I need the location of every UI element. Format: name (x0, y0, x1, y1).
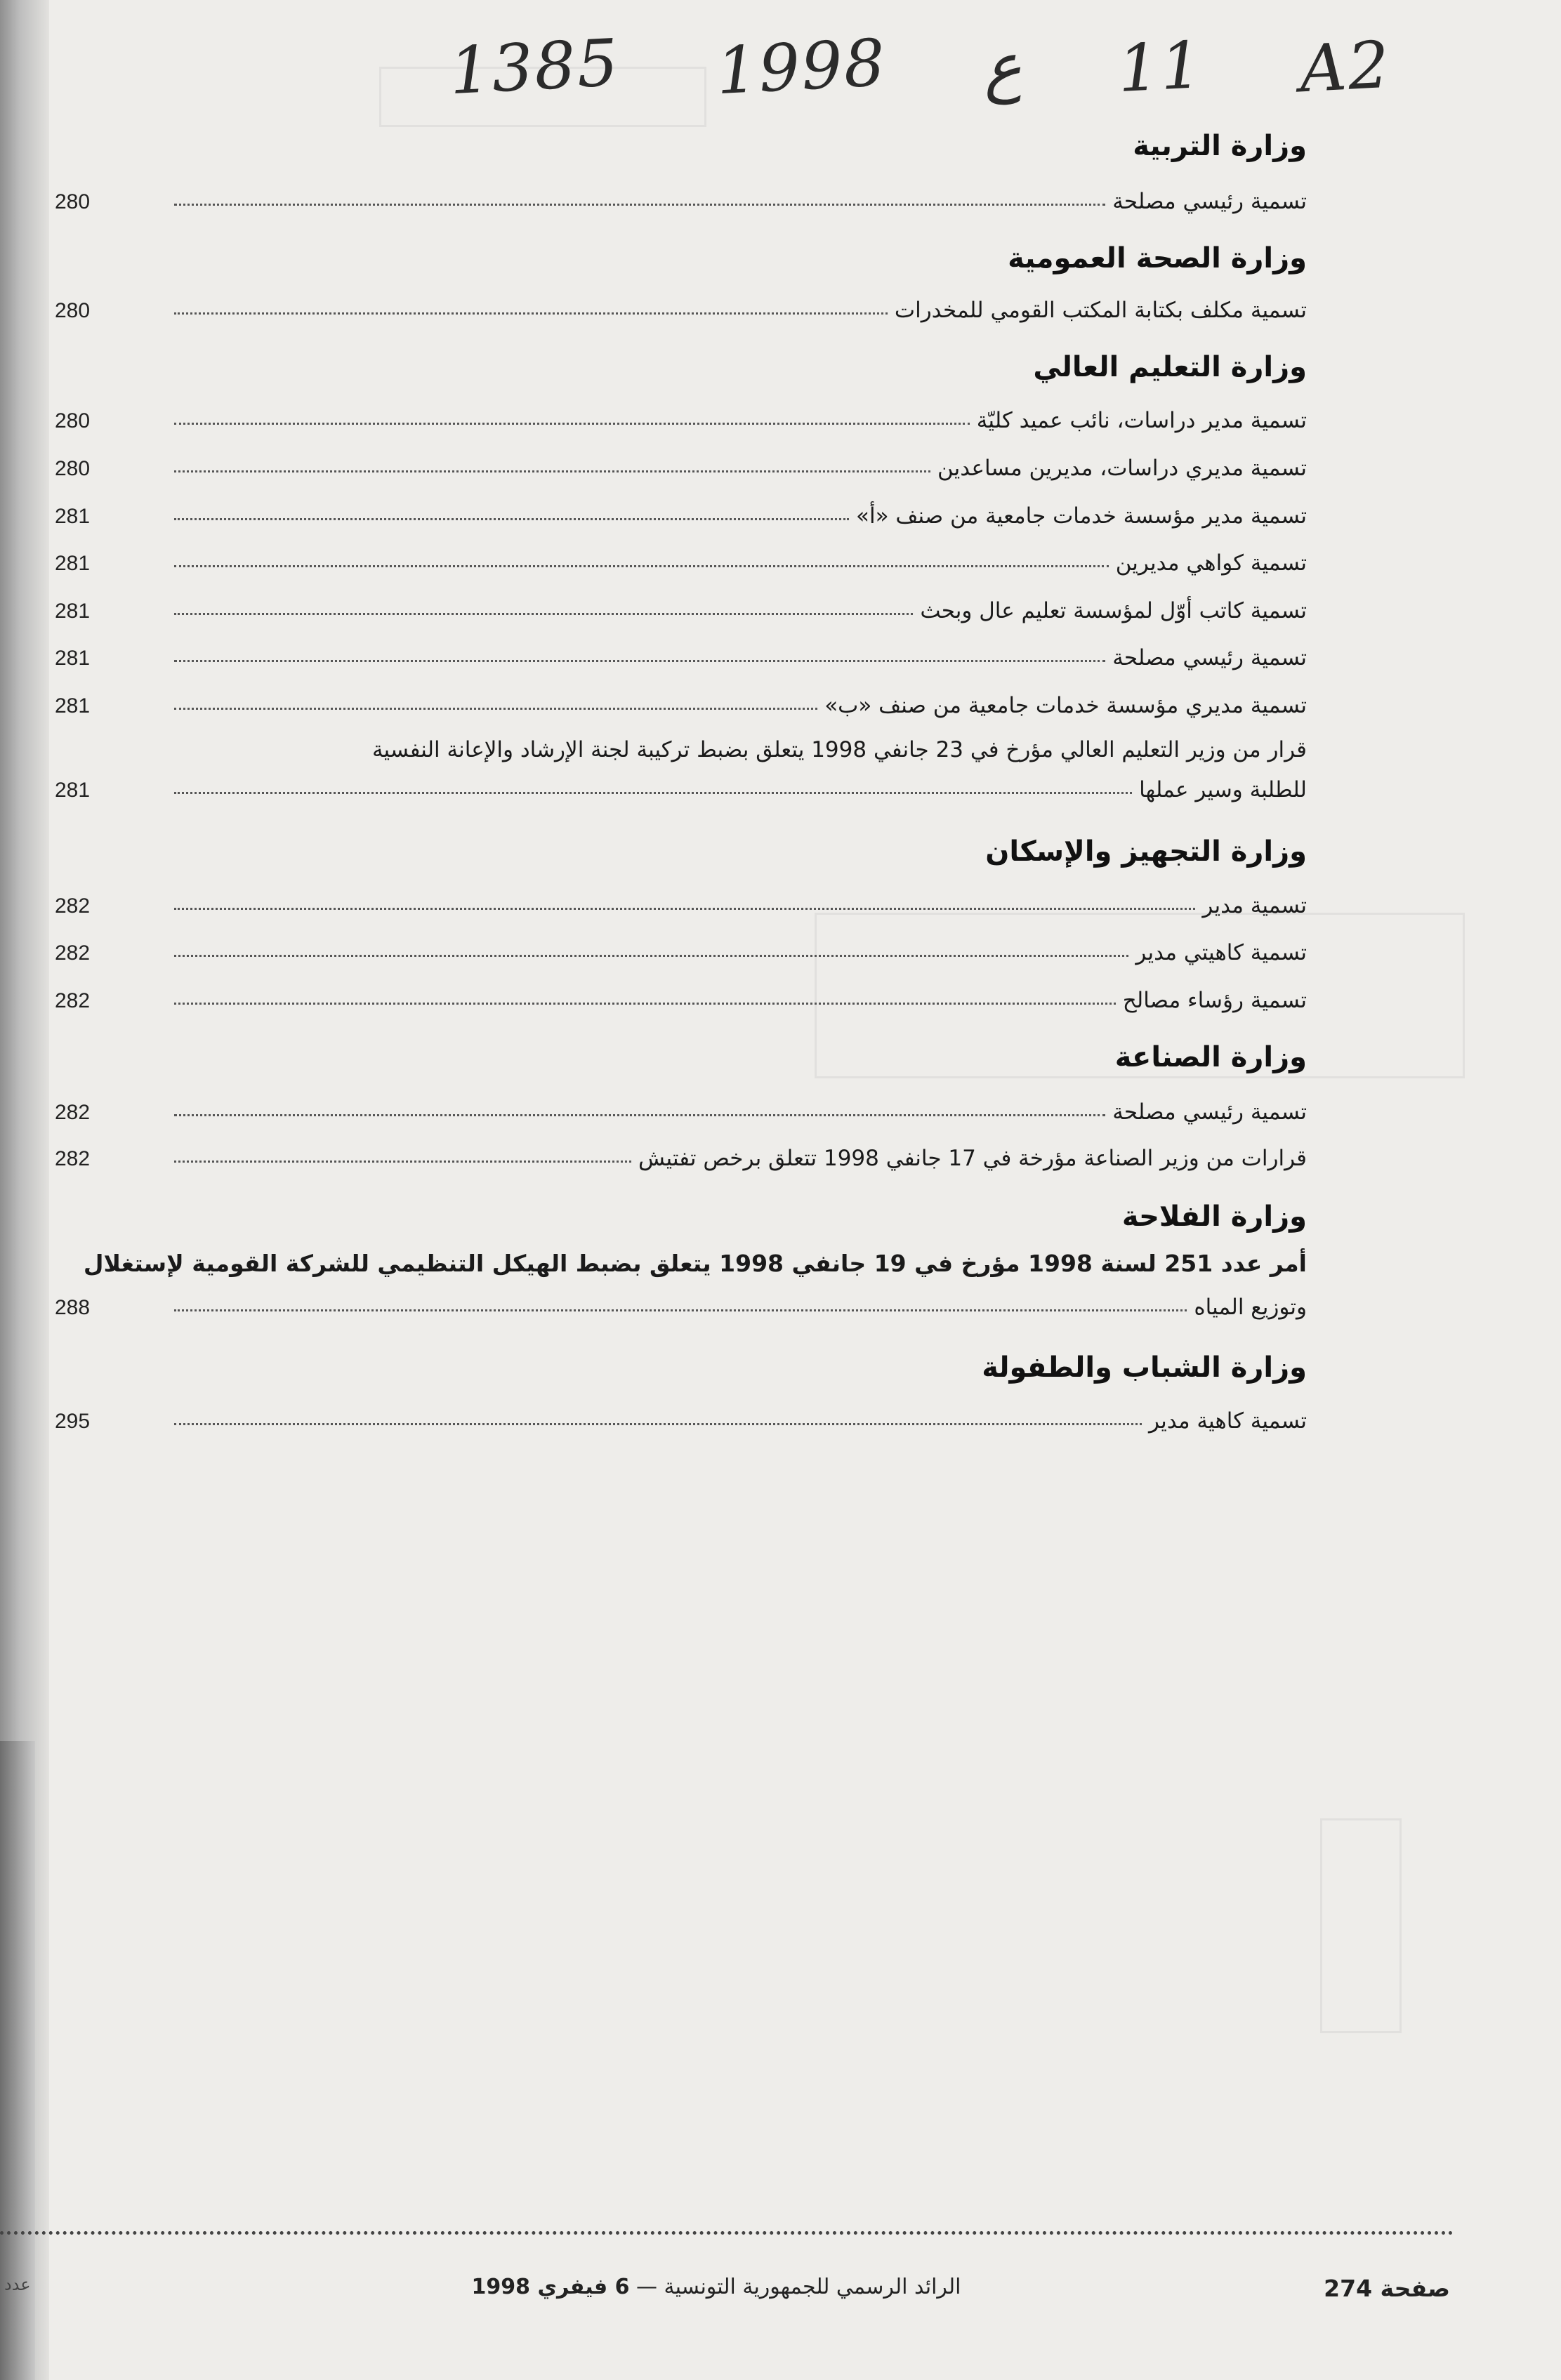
toc-entry[interactable] (49, 683, 1307, 718)
entry-text: تسمية كاهيتي مدير (1135, 940, 1307, 965)
page-number: 281 (55, 694, 91, 718)
entry-text: تسمية مديري مؤسسة خدمات جامعية من صنف «ب» (824, 693, 1307, 718)
entry-text: تسمية مديري دراسات، مديرين مساعدين (937, 456, 1307, 481)
toc-entry[interactable] (49, 494, 1307, 529)
toc-entry[interactable] (49, 179, 1307, 214)
dot-leader (174, 1423, 1142, 1425)
page-number: 281 (55, 552, 91, 575)
handwritten-mark: 1385 (447, 25, 621, 109)
section-heading: وزارة التجهيز والإسكان (985, 835, 1307, 868)
section-heading: وزارة الصحة العمومية (1008, 242, 1307, 275)
toc-entry[interactable] (49, 1090, 1307, 1125)
dot-leader (174, 708, 817, 710)
journal-name: الرائد الرسمي للجمهورية التونسية (664, 2275, 961, 2299)
dot-leader (174, 423, 970, 425)
toc-entry[interactable] (49, 588, 1307, 623)
section-heading: وزارة الشباب والطفولة (982, 1351, 1307, 1384)
toc-entry[interactable] (49, 446, 1307, 481)
entry-text: تسمية كاتب أوّل لمؤسسة تعليم عال وبحث (920, 598, 1307, 623)
section-heading: وزارة التربية (1133, 130, 1307, 162)
page-number: 280 (55, 299, 91, 322)
dot-leader (174, 565, 1109, 567)
dot-leader (174, 792, 1132, 794)
page-number: 281 (55, 505, 91, 528)
toc-entry[interactable] (49, 1399, 1307, 1434)
dot-leader (174, 613, 913, 615)
entry-text: تسمية كواهي مديرين (1115, 550, 1307, 576)
page-number: 281 (55, 779, 91, 802)
dot-leader (174, 1309, 1187, 1311)
entry-text: تسمية رئيسي مصلحة (1112, 645, 1307, 670)
entry-text: تسمية كاهية مدير (1148, 1408, 1307, 1434)
toc-entry[interactable] (49, 541, 1307, 576)
dot-leader (174, 470, 930, 472)
page-number: 282 (55, 1147, 91, 1170)
page-number: 280 (55, 409, 91, 432)
dot-leader (174, 1114, 1105, 1116)
footer-edge-fragment: عدد (4, 2275, 31, 2294)
entry-text: للطلبة وسير عملها (1139, 777, 1307, 802)
footer-page-label: صفحة 274 (1324, 2275, 1450, 2302)
footer-separator: — (629, 2275, 657, 2299)
toc-entry[interactable] (49, 767, 1307, 802)
toc-entry[interactable] (49, 1285, 1307, 1320)
entry-text: تسمية رئيسي مصلحة (1112, 189, 1307, 214)
toc-entry[interactable] (49, 978, 1307, 1013)
footer-divider (0, 2231, 1454, 2235)
issue-date: 6 فيفري 1998 (471, 2275, 630, 2299)
dot-leader (174, 1161, 631, 1163)
page-number: 282 (55, 941, 91, 965)
dot-leader (174, 518, 849, 520)
page-number: 288 (55, 1296, 91, 1319)
toc-entry[interactable] (49, 398, 1307, 433)
handwritten-code: A2 (1298, 27, 1392, 107)
page-number: 295 (55, 1410, 91, 1433)
toc-entry[interactable] (49, 883, 1307, 918)
entry-text: تسمية مكلف بكتابة المكتب القومي للمخدرات (894, 298, 1307, 323)
entry-text: تسمية مدير مؤسسة خدمات جامعية من صنف «أ» (856, 503, 1307, 529)
page-number: 280 (55, 190, 91, 213)
dot-leader (174, 908, 1195, 910)
dot-leader (174, 204, 1105, 206)
section-heading: وزارة التعليم العالي (1033, 351, 1307, 383)
page-number: 282 (55, 989, 91, 1012)
footer-journal (449, 2275, 983, 2310)
entry-text: تسمية رئيسي مصلحة (1112, 1099, 1307, 1125)
page-number: 282 (55, 894, 91, 918)
entry-text: تسمية رؤساء مصالح (1122, 988, 1307, 1013)
entry-text: تسمية مدير (1202, 893, 1307, 918)
page-number: 282 (55, 1101, 91, 1124)
entry-text: قرارات من وزير الصناعة مؤرخة في 17 جانفي 1998 تتعلق برخص تفتيش (638, 1146, 1307, 1171)
page-number: 281 (55, 647, 91, 670)
toc-entry[interactable] (49, 1136, 1307, 1171)
toc-entry[interactable] (49, 635, 1307, 670)
page-number: 281 (55, 600, 91, 623)
dot-leader (174, 1003, 1116, 1005)
toc-entry[interactable] (49, 288, 1307, 323)
entry-text-line1: قرار من وزير التعليم العالي مؤرخ في 23 جانفي 1998 يتعلق بضبط تركيبة لجنة الإرشاد والإعانة النفسية (371, 737, 1307, 762)
page-number: 280 (55, 457, 91, 480)
dot-leader (174, 955, 1128, 957)
dot-leader (174, 312, 888, 315)
entry-text-line1: أمر عدد 251 لسنة 1998 مؤرخ في 19 جانفي 1998 يتعلق بضبط الهيكل التنظيمي للشركة القومية لإستغلال (83, 1250, 1307, 1277)
toc-entry[interactable] (49, 930, 1307, 965)
entry-text: وتوزيع المياه (1194, 1295, 1307, 1320)
handwritten-year: 1998 (714, 25, 888, 109)
dot-leader (174, 660, 1105, 662)
section-heading: وزارة الفلاحة (1121, 1201, 1307, 1233)
entry-text: تسمية مدير دراسات، نائب عميد كليّة (976, 408, 1307, 433)
section-heading: وزارة الصناعة (1114, 1041, 1307, 1073)
handwritten-day: 11 (1116, 27, 1206, 107)
handwritten-letter: ع (980, 28, 1024, 105)
